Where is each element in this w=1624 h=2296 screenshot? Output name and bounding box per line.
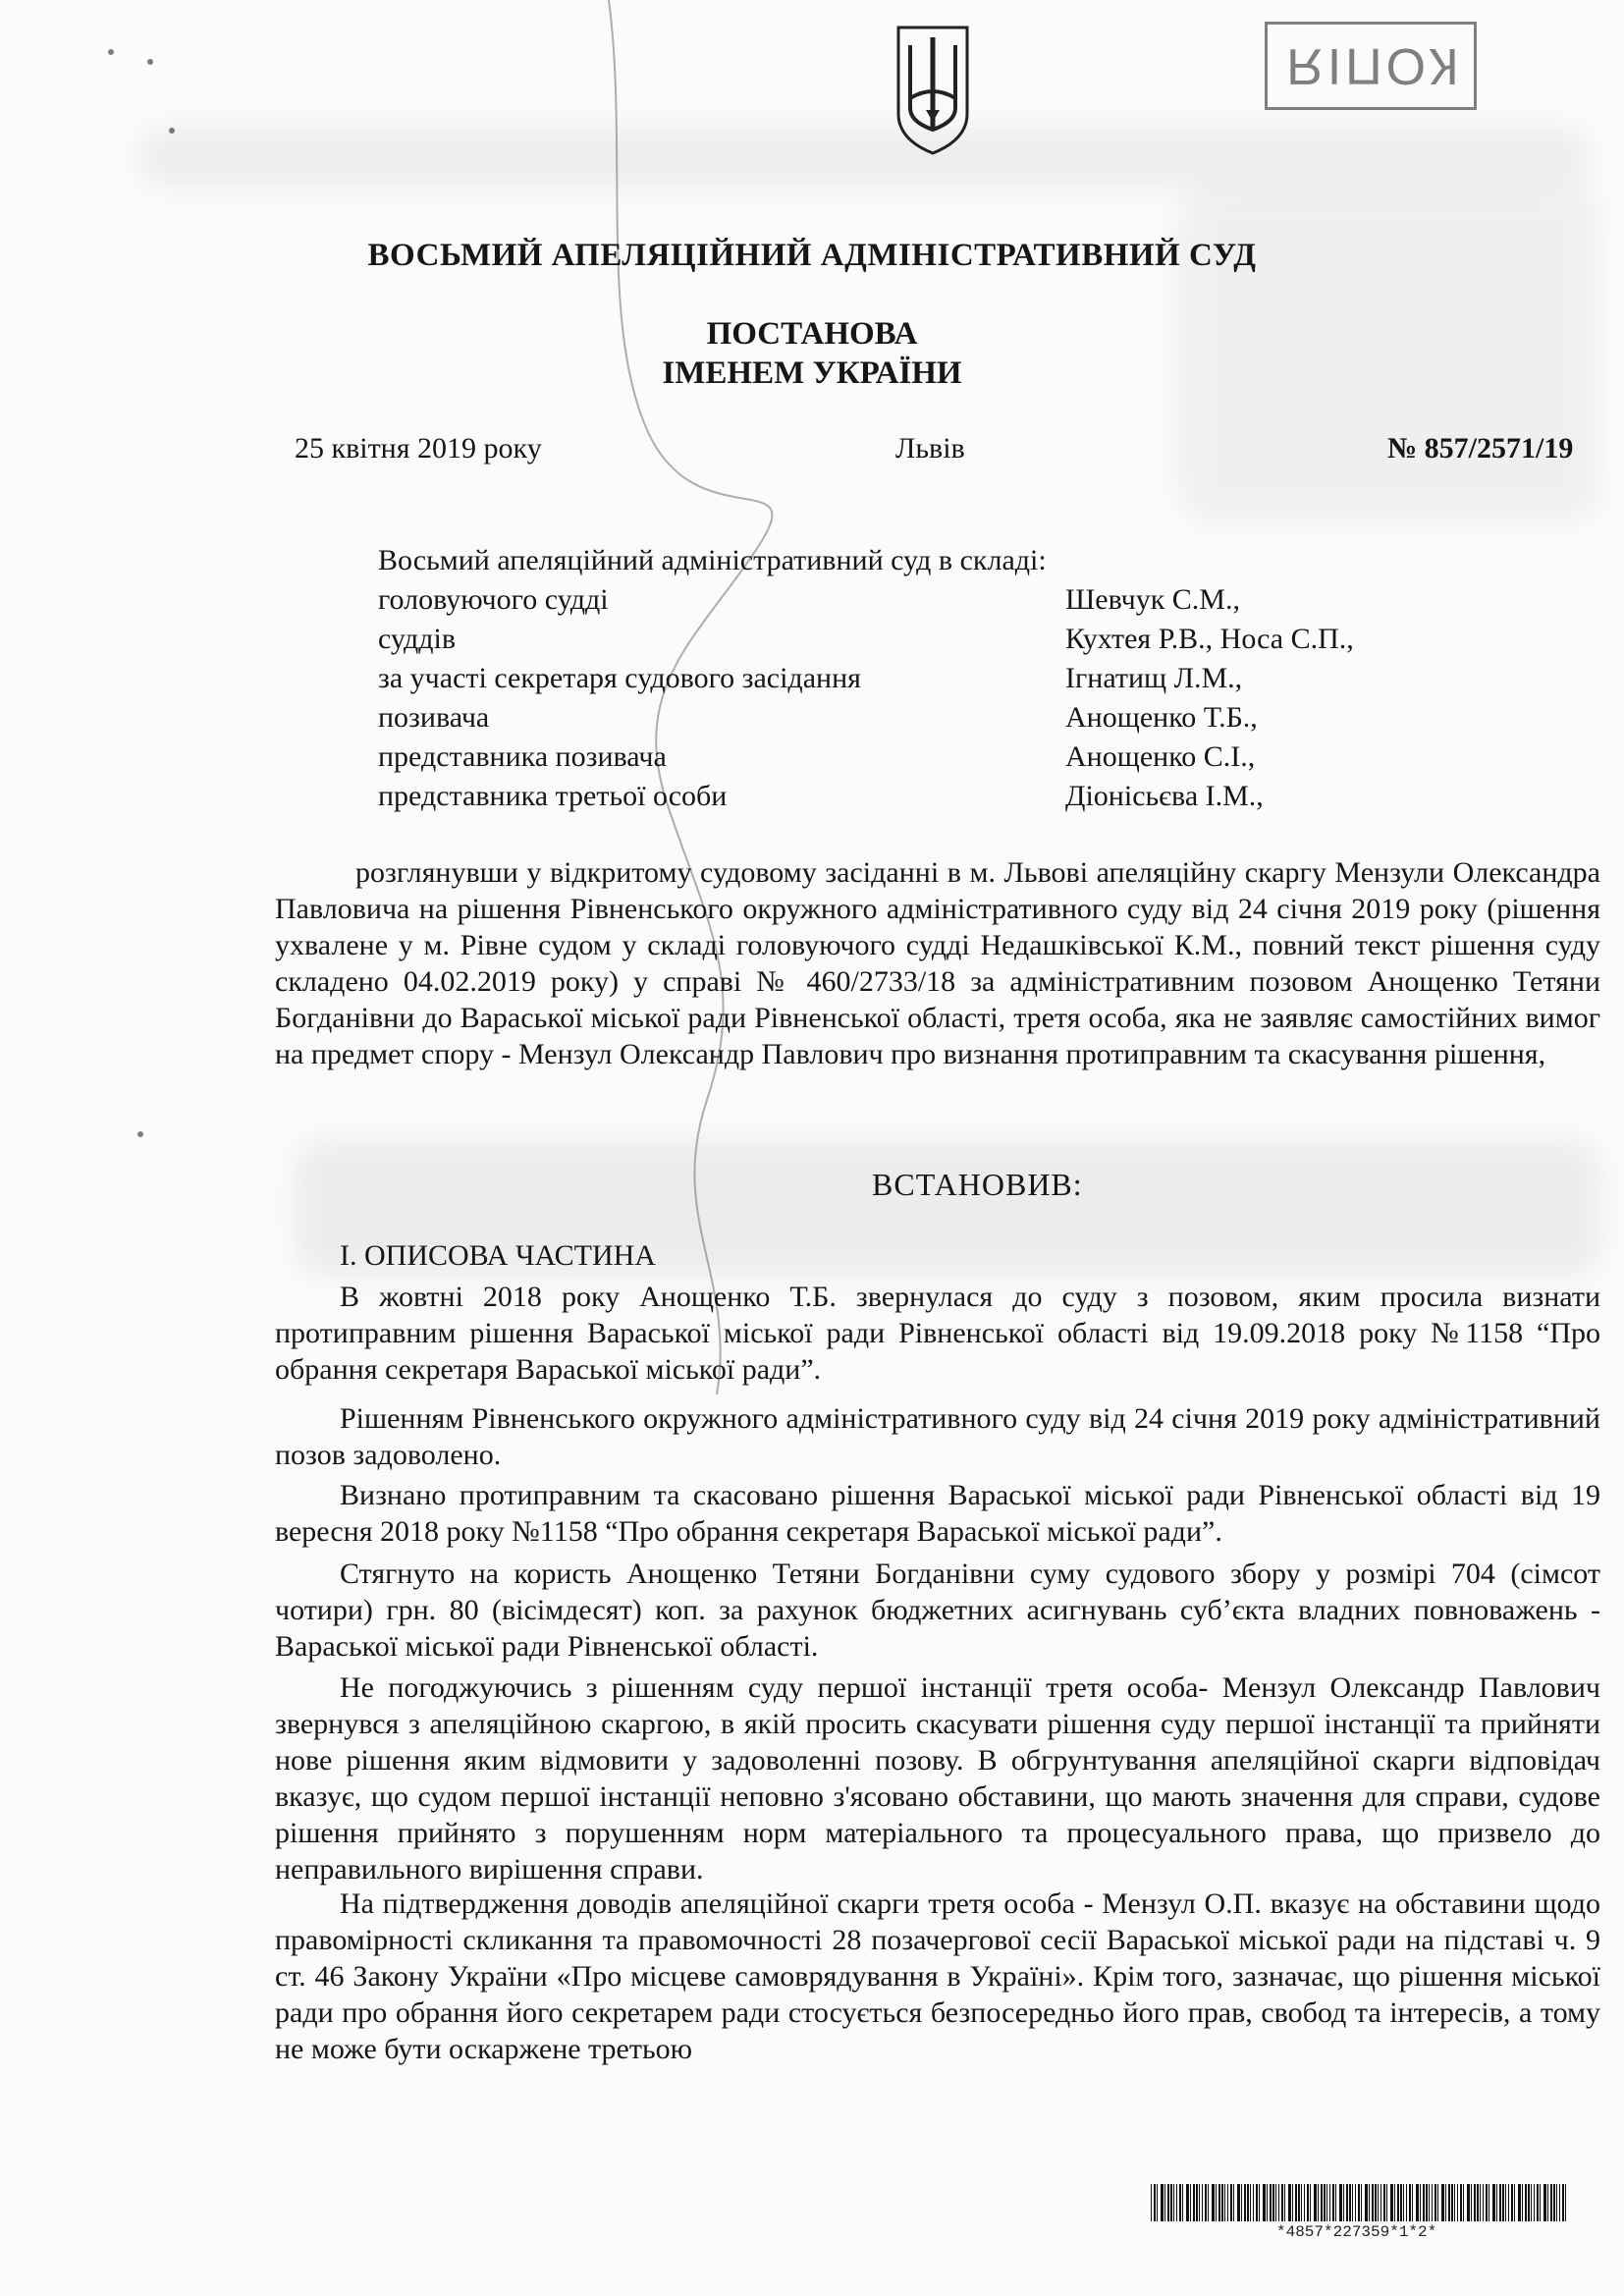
case-description-paragraph: розглянувши у відкритому судовому засіданні в м. Львові апеляційну скаргу Мензули Олександра Павловича на рішення Рівненського окружного адміністративного суду від 24 січня 2019 року (рішення ухвалене у м. Рівне судом у складі головуючого судді Недашківської К.М., повний текст рішення суду складено 04.02.2019 року) у справі № 460/2733/18 за адміністративним позовом Анощенко Тетяни Богданівни до Вараської міської ради Рівненської області, третя особа, яка не заявляє самостійних вимог на предмет спору - Мензул Олександр Павлович про визнання протиправним та скасування рішення, (275, 856, 1600, 1070)
barcode-bar (1394, 2184, 1395, 2221)
barcode-bar (1397, 2184, 1399, 2221)
barcode-bar (1534, 2184, 1535, 2221)
barcode-bar (1437, 2184, 1438, 2221)
barcode-bar (1247, 2184, 1249, 2221)
barcode-bar (1272, 2184, 1274, 2221)
barcode-bar (1537, 2184, 1539, 2221)
barcode-bar (1457, 2184, 1458, 2221)
barcode-bar (1335, 2184, 1336, 2221)
barcode-bar (1432, 2184, 1433, 2221)
barcode-bar (1355, 2184, 1356, 2221)
barcode-bar (1480, 2184, 1481, 2221)
barcode-bar (1386, 2184, 1387, 2221)
barcode-bar (1182, 2184, 1183, 2221)
composition-role: представника третьої особи (378, 780, 728, 812)
barcode-bar (1237, 2184, 1240, 2221)
barcode-bar (1547, 2184, 1548, 2221)
barcode-bar (1199, 2184, 1200, 2221)
barcode-bar (1492, 2184, 1495, 2221)
barcode-bar (1307, 2184, 1309, 2221)
barcode-bar (1505, 2184, 1506, 2221)
barcode-bar (1390, 2184, 1393, 2221)
scan-speck (169, 128, 175, 134)
section-heading: І. ОПИСОВА ЧАСТИНА (340, 1239, 656, 1272)
body-paragraph: Визнано протиправним та скасовано рішення Вараської міської ради Рівненської області від 19 вересня 2018 року №1158 “Про обрання секретаря Вараської міської ради”. (275, 1479, 1600, 1548)
barcode-bar (1499, 2184, 1501, 2221)
scan-bleed-through (137, 128, 1591, 187)
barcode-bar (1559, 2184, 1560, 2221)
barcode-bar (1270, 2184, 1272, 2221)
barcode-bar (1383, 2184, 1385, 2221)
barcode-bar (1514, 2184, 1515, 2221)
barcode-bar (1329, 2184, 1330, 2221)
barcode-bar (1358, 2184, 1360, 2221)
barcode-bar (1518, 2184, 1521, 2221)
decision-city: Львів (895, 432, 965, 465)
barcode-bar (1467, 2184, 1470, 2221)
barcode-bar (1375, 2184, 1377, 2221)
barcode-bar (1474, 2184, 1476, 2221)
barcode-bar (1230, 2184, 1232, 2221)
barcode-bar (1496, 2184, 1497, 2221)
barcode-bar (1451, 2184, 1453, 2221)
barcode-bar (1483, 2184, 1484, 2221)
barcode-bar (1372, 2184, 1374, 2221)
barcode-bar (1477, 2184, 1479, 2221)
barcode-bar (1208, 2184, 1209, 2221)
barcode-bar (1267, 2184, 1268, 2221)
barcode-bar (1400, 2184, 1402, 2221)
trident-emblem-icon (889, 20, 977, 157)
composition-role: позивача (378, 701, 490, 734)
barcode-bar (1416, 2184, 1419, 2221)
barcode-bar (1343, 2184, 1344, 2221)
barcode-bar (1314, 2184, 1317, 2221)
barcode-bar (1463, 2184, 1464, 2221)
barcode-bar (1324, 2184, 1326, 2221)
scan-speck (147, 59, 153, 65)
barcode-bar (1445, 2184, 1446, 2221)
barcode-bar (1304, 2184, 1305, 2221)
barcode-bar (1460, 2184, 1462, 2221)
barcode-bar (1543, 2184, 1546, 2221)
barcode-bar (1310, 2184, 1311, 2221)
barcode-bar (1288, 2184, 1291, 2221)
barcode-number: *4857*227359*1*2* (1276, 2223, 1437, 2241)
barcode-bar (1224, 2184, 1225, 2221)
composition-name: Анощенко С.І., (1065, 740, 1256, 773)
composition-name: Кухтея Р.В., Носа С.П., (1065, 623, 1354, 655)
barcode-bar (1157, 2184, 1158, 2221)
barcode-bar (1151, 2184, 1152, 2221)
barcode-bar (1190, 2184, 1191, 2221)
barcode-bar (1186, 2184, 1189, 2221)
barcode-bar (1352, 2184, 1353, 2221)
barcode-bar (1553, 2184, 1555, 2221)
barcode-bar (1284, 2184, 1285, 2221)
scan-speck (137, 1131, 143, 1137)
document-type: ПОСТАНОВА (706, 316, 918, 352)
barcode-bar (1275, 2184, 1276, 2221)
court-name: ВОСЬМИЙ АПЕЛЯЦІЙНИЙ АДМІНІСТРАТИВНИЙ СУД (367, 238, 1257, 273)
body-paragraph: Стягнуто на користь Анощенко Тетяни Богданівни суму судового збору у розмірі 704 (сімсот чотири) грн. 80 (вісімдесят) коп. за рахунок бюджетних асигнувань суб’єкта владних повноважень - Вараської міської ради Рівненської області. (275, 1558, 1600, 1663)
barcode-bar (1292, 2184, 1293, 2221)
barcode-bar (1426, 2184, 1428, 2221)
barcode-bar (1259, 2184, 1260, 2221)
barcode-bar (1339, 2184, 1342, 2221)
composition-role: за участі секретаря судового засідання (378, 662, 861, 694)
barcode-bar (1406, 2184, 1407, 2221)
barcode-bar (1380, 2184, 1381, 2221)
case-number: № 857/2571/19 (1387, 432, 1574, 465)
barcode-bar (1435, 2184, 1436, 2221)
document-barcode (1151, 2184, 1571, 2221)
barcode-bar (1378, 2184, 1379, 2221)
barcode-bar (1528, 2184, 1530, 2221)
barcode-bar (1193, 2184, 1195, 2221)
barcode-bar (1361, 2184, 1362, 2221)
barcode-bar (1250, 2184, 1251, 2221)
scan-bleed-through (1178, 187, 1600, 520)
composition-name: Шевчук С.М., (1065, 583, 1240, 616)
paper-fold-line (589, 0, 844, 1394)
barcode-bar (1471, 2184, 1472, 2221)
barcode-bar (1154, 2184, 1156, 2221)
decision-date: 25 квітня 2019 року (295, 432, 542, 465)
barcode-bar (1212, 2184, 1215, 2221)
barcode-bar (1550, 2184, 1552, 2221)
barcode-bar (1301, 2184, 1302, 2221)
scan-speck (108, 49, 114, 55)
barcode-bar (1281, 2184, 1283, 2221)
barcode-bar (1179, 2184, 1181, 2221)
barcode-bar (1233, 2184, 1234, 2221)
barcode-bar (1326, 2184, 1327, 2221)
barcode-bar (1227, 2184, 1228, 2221)
barcode-bar (1170, 2184, 1172, 2221)
barcode-bar (1167, 2184, 1169, 2221)
barcode-bar (1522, 2184, 1523, 2221)
barcode-bar (1565, 2184, 1566, 2221)
barcode-bar (1502, 2184, 1504, 2221)
barcode-bar (1556, 2184, 1557, 2221)
barcode-bar (1321, 2184, 1323, 2221)
barcode-bar (1318, 2184, 1319, 2221)
composition-role: головуючого судді (378, 583, 609, 616)
document-subtitle: ІМЕНЕМ УКРАЇНИ (662, 355, 962, 391)
barcode-bar (1409, 2184, 1411, 2221)
barcode-bar (1218, 2184, 1220, 2221)
barcode-bar (1196, 2184, 1198, 2221)
barcode-bar (1346, 2184, 1348, 2221)
body-paragraph: Не погоджуючись з рішенням суду першої інстанції третя особа- Мензул Олександр Павлович звернувся з апеляційною скаргою, в якій просить скасувати рішення суду першої інстанції та прийняти нове рішення яким відмовити у задоволенні позову. В обгрунтування апеляційної скарги відповідач вказує, що судом першої інстанції неповно з'ясовано обставини, що мають значення для справи, судове рішення прийнято з порушенням норм матеріального та процесуального права, що призвело до неправильного вирішення справи. (275, 1671, 1600, 1886)
barcode-bar (1511, 2184, 1513, 2221)
body-paragraph: Рішенням Рівненського окружного адміністративного суду від 24 січня 2019 року адміністративний позов задоволено. (275, 1402, 1600, 1471)
barcode-bar (1221, 2184, 1223, 2221)
barcode-bar (1486, 2184, 1488, 2221)
barcode-bar (1241, 2184, 1242, 2221)
barcode-bar (1161, 2184, 1164, 2221)
barcode-bar (1448, 2184, 1450, 2221)
barcode-bar (1369, 2184, 1370, 2221)
barcode-bar (1202, 2184, 1203, 2221)
barcode-bar (1253, 2184, 1254, 2221)
barcode-bar (1420, 2184, 1421, 2221)
barcode-bar (1295, 2184, 1297, 2221)
barcode-bar (1298, 2184, 1300, 2221)
barcode-bar (1423, 2184, 1425, 2221)
barcode-bar (1531, 2184, 1532, 2221)
barcode-bar (1403, 2184, 1404, 2221)
composition-name: Ігнатищ Л.М., (1065, 662, 1243, 694)
barcode-bar (1263, 2184, 1266, 2221)
barcode-bar (1508, 2184, 1509, 2221)
barcode-bar (1412, 2184, 1413, 2221)
barcode-bar (1349, 2184, 1351, 2221)
composition-name: Анощенко Т.Б., (1065, 701, 1258, 734)
barcode-bar (1173, 2184, 1174, 2221)
barcode-bar (1332, 2184, 1334, 2221)
barcode-bar (1216, 2184, 1217, 2221)
composition-name: Діонісьєва І.М., (1065, 780, 1264, 812)
barcode-bar (1176, 2184, 1177, 2221)
body-paragraph: В жовтні 2018 року Анощенко Т.Б. звернулася до суду з позовом, яким просила визнати протиправним рішення Вараської міської ради Рівненської області від 19.09.2018 року №1158 “Про обрання секретаря Вараської міської ради”. (275, 1281, 1600, 1386)
barcode-bar (1441, 2184, 1444, 2221)
barcode-bar (1256, 2184, 1258, 2221)
composition-role: представника позивача (378, 740, 667, 773)
composition-intro: Восьмий апеляційний адміністративний суд в складі: (378, 544, 1047, 576)
established-heading: ВСТАНОВИВ: (872, 1167, 1083, 1202)
barcode-bar (1525, 2184, 1527, 2221)
barcode-bar (1429, 2184, 1430, 2221)
barcode-bar (1540, 2184, 1541, 2221)
barcode-bar (1562, 2184, 1564, 2221)
barcode-bar (1244, 2184, 1246, 2221)
barcode-bar (1278, 2184, 1279, 2221)
barcode-bar (1454, 2184, 1455, 2221)
composition-role: суддів (378, 623, 457, 655)
barcode-bar (1365, 2184, 1368, 2221)
barcode-bar (1205, 2184, 1207, 2221)
copy-stamp: КОПІЯ (1265, 22, 1477, 110)
body-paragraph: На підтвердження доводів апеляційної скарги третя особа - Мензул О.П. вказує на обставини щодо правомірності скликання та правомочності 28 позачергової сесії Вараської міської ради на підставі ч. 9 ст. 46 Закону України «Про місцеве самоврядування в Україні». Крім того, зазначає, що рішення міської ради про обрання його секретарем ради стосується безпосередньо його прав, свобод та інтересів, а тому не може бути оскаржене третьою (275, 1887, 1600, 2065)
barcode-bar (1164, 2184, 1165, 2221)
